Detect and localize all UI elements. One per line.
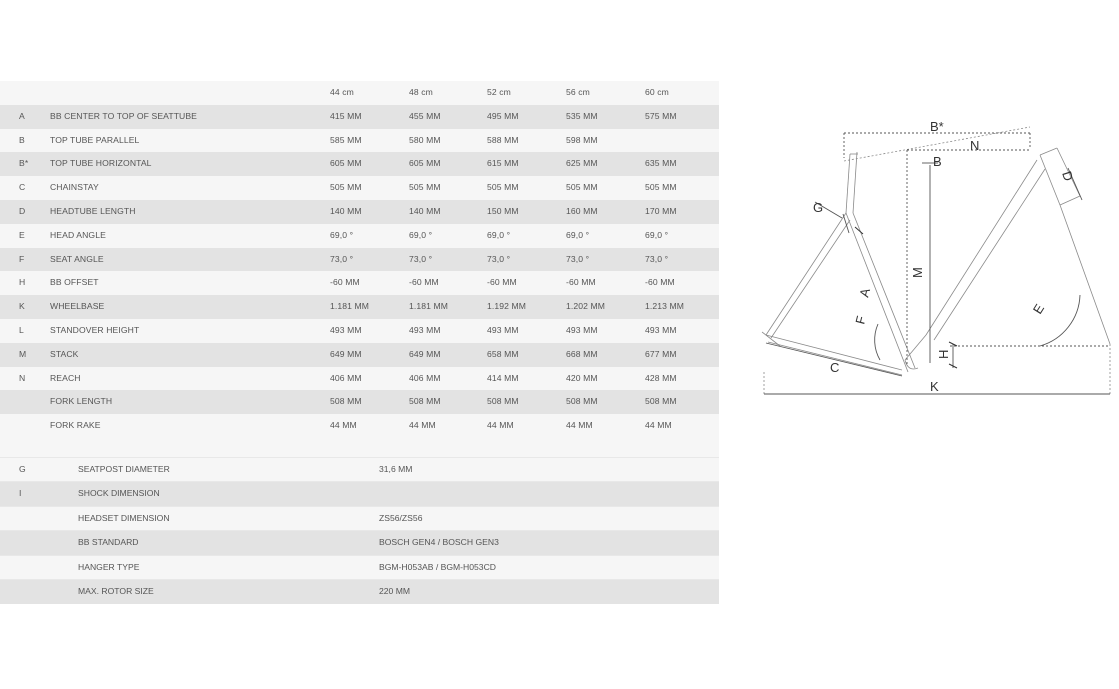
spec-label: SEATPOST DIAMETER	[78, 463, 170, 474]
row-label: HEADTUBE LENGTH	[50, 205, 136, 216]
row-value: -60 MM	[566, 277, 596, 288]
spec-label: HEADSET DIMENSION	[78, 512, 170, 523]
label-n: N	[970, 138, 980, 153]
row-code: D	[19, 205, 26, 216]
row-label: TOP TUBE PARALLEL	[50, 134, 140, 145]
row-code: L	[19, 324, 24, 335]
row-code: M	[19, 348, 27, 359]
row-code: F	[19, 253, 25, 264]
row-value: 150 MM	[487, 205, 519, 216]
row-value: 493 MM	[645, 324, 677, 335]
row-value: 508 MM	[566, 396, 598, 407]
row-value: 1.192 MM	[487, 301, 527, 312]
row-value: -60 MM	[487, 277, 517, 288]
row-value: 508 MM	[487, 396, 519, 407]
spec-value: BOSCH GEN4 / BOSCH GEN3	[379, 537, 499, 548]
geometry-row	[0, 224, 719, 248]
row-label: FORK RAKE	[50, 420, 101, 431]
row-value: 69,0 °	[409, 229, 433, 240]
geometry-row	[0, 152, 719, 176]
row-label: BB OFFSET	[50, 277, 99, 288]
row-value: 505 MM	[409, 182, 441, 193]
row-value: 1.181 MM	[330, 301, 370, 312]
row-code: B	[19, 134, 25, 145]
row-value: 69,0 °	[645, 229, 669, 240]
row-value: 677 MM	[645, 348, 677, 359]
row-value: 1.181 MM	[409, 301, 449, 312]
row-value: 415 MM	[330, 110, 362, 121]
row-value: 508 MM	[330, 396, 362, 407]
row-value: 170 MM	[645, 205, 677, 216]
geometry-row	[0, 343, 719, 367]
label-d: D	[1059, 169, 1077, 183]
row-value: 406 MM	[409, 372, 441, 383]
row-value: 505 MM	[330, 182, 362, 193]
row-value: 69,0 °	[566, 229, 590, 240]
label-k: K	[930, 379, 939, 394]
geometry-row	[0, 105, 719, 129]
geometry-row	[0, 129, 719, 153]
size-header-row	[0, 81, 719, 105]
row-value: 508 MM	[409, 396, 441, 407]
row-label: TOP TUBE HORIZONTAL	[50, 158, 152, 169]
row-value: -60 MM	[645, 277, 675, 288]
size-header: 60 cm	[645, 87, 669, 97]
label-e: E	[1029, 301, 1048, 317]
geometry-row	[0, 248, 719, 272]
row-value: 406 MM	[330, 372, 362, 383]
size-header: 44 cm	[330, 87, 354, 97]
row-code: A	[19, 110, 25, 121]
row-code: H	[19, 277, 26, 288]
row-value: 455 MM	[409, 110, 441, 121]
spec-row	[0, 555, 719, 580]
label-b-star: B*	[930, 119, 944, 134]
label-h: H	[936, 349, 951, 359]
row-value: 414 MM	[487, 372, 519, 383]
row-value: 493 MM	[330, 324, 362, 335]
row-value: -60 MM	[409, 277, 439, 288]
spec-label: HANGER TYPE	[78, 561, 140, 572]
row-code: N	[19, 372, 26, 383]
spec-rows	[0, 457, 719, 604]
row-value: 44 MM	[330, 420, 357, 431]
spec-row	[0, 506, 719, 531]
row-label: WHEELBASE	[50, 301, 105, 312]
size-header: 56 cm	[566, 87, 590, 97]
row-value: 69,0 °	[330, 229, 354, 240]
spec-value: BGM-H053AB / BGM-H053CD	[379, 561, 497, 572]
geometry-row	[0, 367, 719, 391]
row-value: 73,0 °	[487, 253, 511, 264]
table-gap	[0, 438, 719, 457]
row-value: 1.213 MM	[645, 301, 685, 312]
row-value: 585 MM	[330, 134, 362, 145]
row-value: 505 MM	[566, 182, 598, 193]
row-code: K	[19, 301, 25, 312]
row-value: 73,0 °	[409, 253, 433, 264]
row-label: SEAT ANGLE	[50, 253, 104, 264]
label-a: A	[856, 286, 874, 299]
spec-row	[0, 457, 719, 482]
row-value: 73,0 °	[645, 253, 669, 264]
geometry-row	[0, 414, 719, 438]
row-code: B*	[19, 158, 29, 169]
spec-row	[0, 530, 719, 555]
row-value: 69,0 °	[487, 229, 511, 240]
row-value: 73,0 °	[330, 253, 354, 264]
spec-label: BB STANDARD	[78, 537, 139, 548]
geometry-row	[0, 319, 719, 343]
spec-code: G	[19, 463, 26, 474]
row-value: 73,0 °	[566, 253, 590, 264]
row-label: CHAINSTAY	[50, 182, 99, 193]
geometry-table	[0, 81, 719, 604]
row-value: 420 MM	[566, 372, 598, 383]
row-value: 44 MM	[645, 420, 672, 431]
frame-geometry-diagram	[750, 110, 1119, 410]
geometry-row	[0, 295, 719, 319]
label-f: F	[852, 314, 869, 326]
row-value: 588 MM	[487, 134, 519, 145]
geometry-row	[0, 390, 719, 414]
label-c: C	[830, 360, 840, 375]
row-value: 658 MM	[487, 348, 519, 359]
row-label: REACH	[50, 372, 81, 383]
row-value: 508 MM	[645, 396, 677, 407]
row-value: 625 MM	[566, 158, 598, 169]
row-value: 428 MM	[645, 372, 677, 383]
size-header: 52 cm	[487, 87, 511, 97]
spec-label: SHOCK DIMENSION	[78, 488, 160, 499]
geometry-row	[0, 271, 719, 295]
geometry-rows	[0, 105, 719, 438]
row-value: 44 MM	[409, 420, 436, 431]
row-label: FORK LENGTH	[50, 396, 113, 407]
row-value: 598 MM	[566, 134, 598, 145]
row-value: 44 MM	[487, 420, 514, 431]
row-value: 493 MM	[487, 324, 519, 335]
row-value: 635 MM	[645, 158, 677, 169]
row-value: 505 MM	[645, 182, 677, 193]
row-value: 575 MM	[645, 110, 677, 121]
spec-label: MAX. ROTOR SIZE	[78, 586, 154, 597]
row-value: 493 MM	[409, 324, 441, 335]
row-value: 505 MM	[487, 182, 519, 193]
spec-row	[0, 579, 719, 604]
row-code: C	[19, 182, 26, 193]
label-b: B	[933, 154, 942, 169]
row-value: 140 MM	[330, 205, 362, 216]
size-header: 48 cm	[409, 87, 433, 97]
row-value: 615 MM	[487, 158, 519, 169]
row-code: E	[19, 229, 25, 240]
spec-code: I	[19, 488, 22, 499]
geometry-row	[0, 200, 719, 224]
spec-value: 31,6 MM	[379, 463, 413, 474]
spec-value: ZS56/ZS56	[379, 512, 423, 523]
row-label: STACK	[50, 348, 79, 359]
geometry-row	[0, 176, 719, 200]
row-value: 1.202 MM	[566, 301, 606, 312]
row-value: 605 MM	[409, 158, 441, 169]
label-g: G	[813, 200, 824, 215]
row-value: 493 MM	[566, 324, 598, 335]
row-value: -60 MM	[330, 277, 360, 288]
row-value: 668 MM	[566, 348, 598, 359]
row-value: 535 MM	[566, 110, 598, 121]
row-label: STANDOVER HEIGHT	[50, 324, 140, 335]
row-label: BB CENTER TO TOP OF SEATTUBE	[50, 110, 198, 121]
label-m: M	[910, 267, 925, 278]
row-value: 649 MM	[330, 348, 362, 359]
row-value: 160 MM	[566, 205, 598, 216]
row-value: 580 MM	[409, 134, 441, 145]
spec-row	[0, 481, 719, 506]
row-value: 495 MM	[487, 110, 519, 121]
spec-value: 220 MM	[379, 586, 411, 597]
row-value: 140 MM	[409, 205, 441, 216]
row-value: 649 MM	[409, 348, 441, 359]
row-value: 44 MM	[566, 420, 593, 431]
row-label: HEAD ANGLE	[50, 229, 106, 240]
row-value: 605 MM	[330, 158, 362, 169]
